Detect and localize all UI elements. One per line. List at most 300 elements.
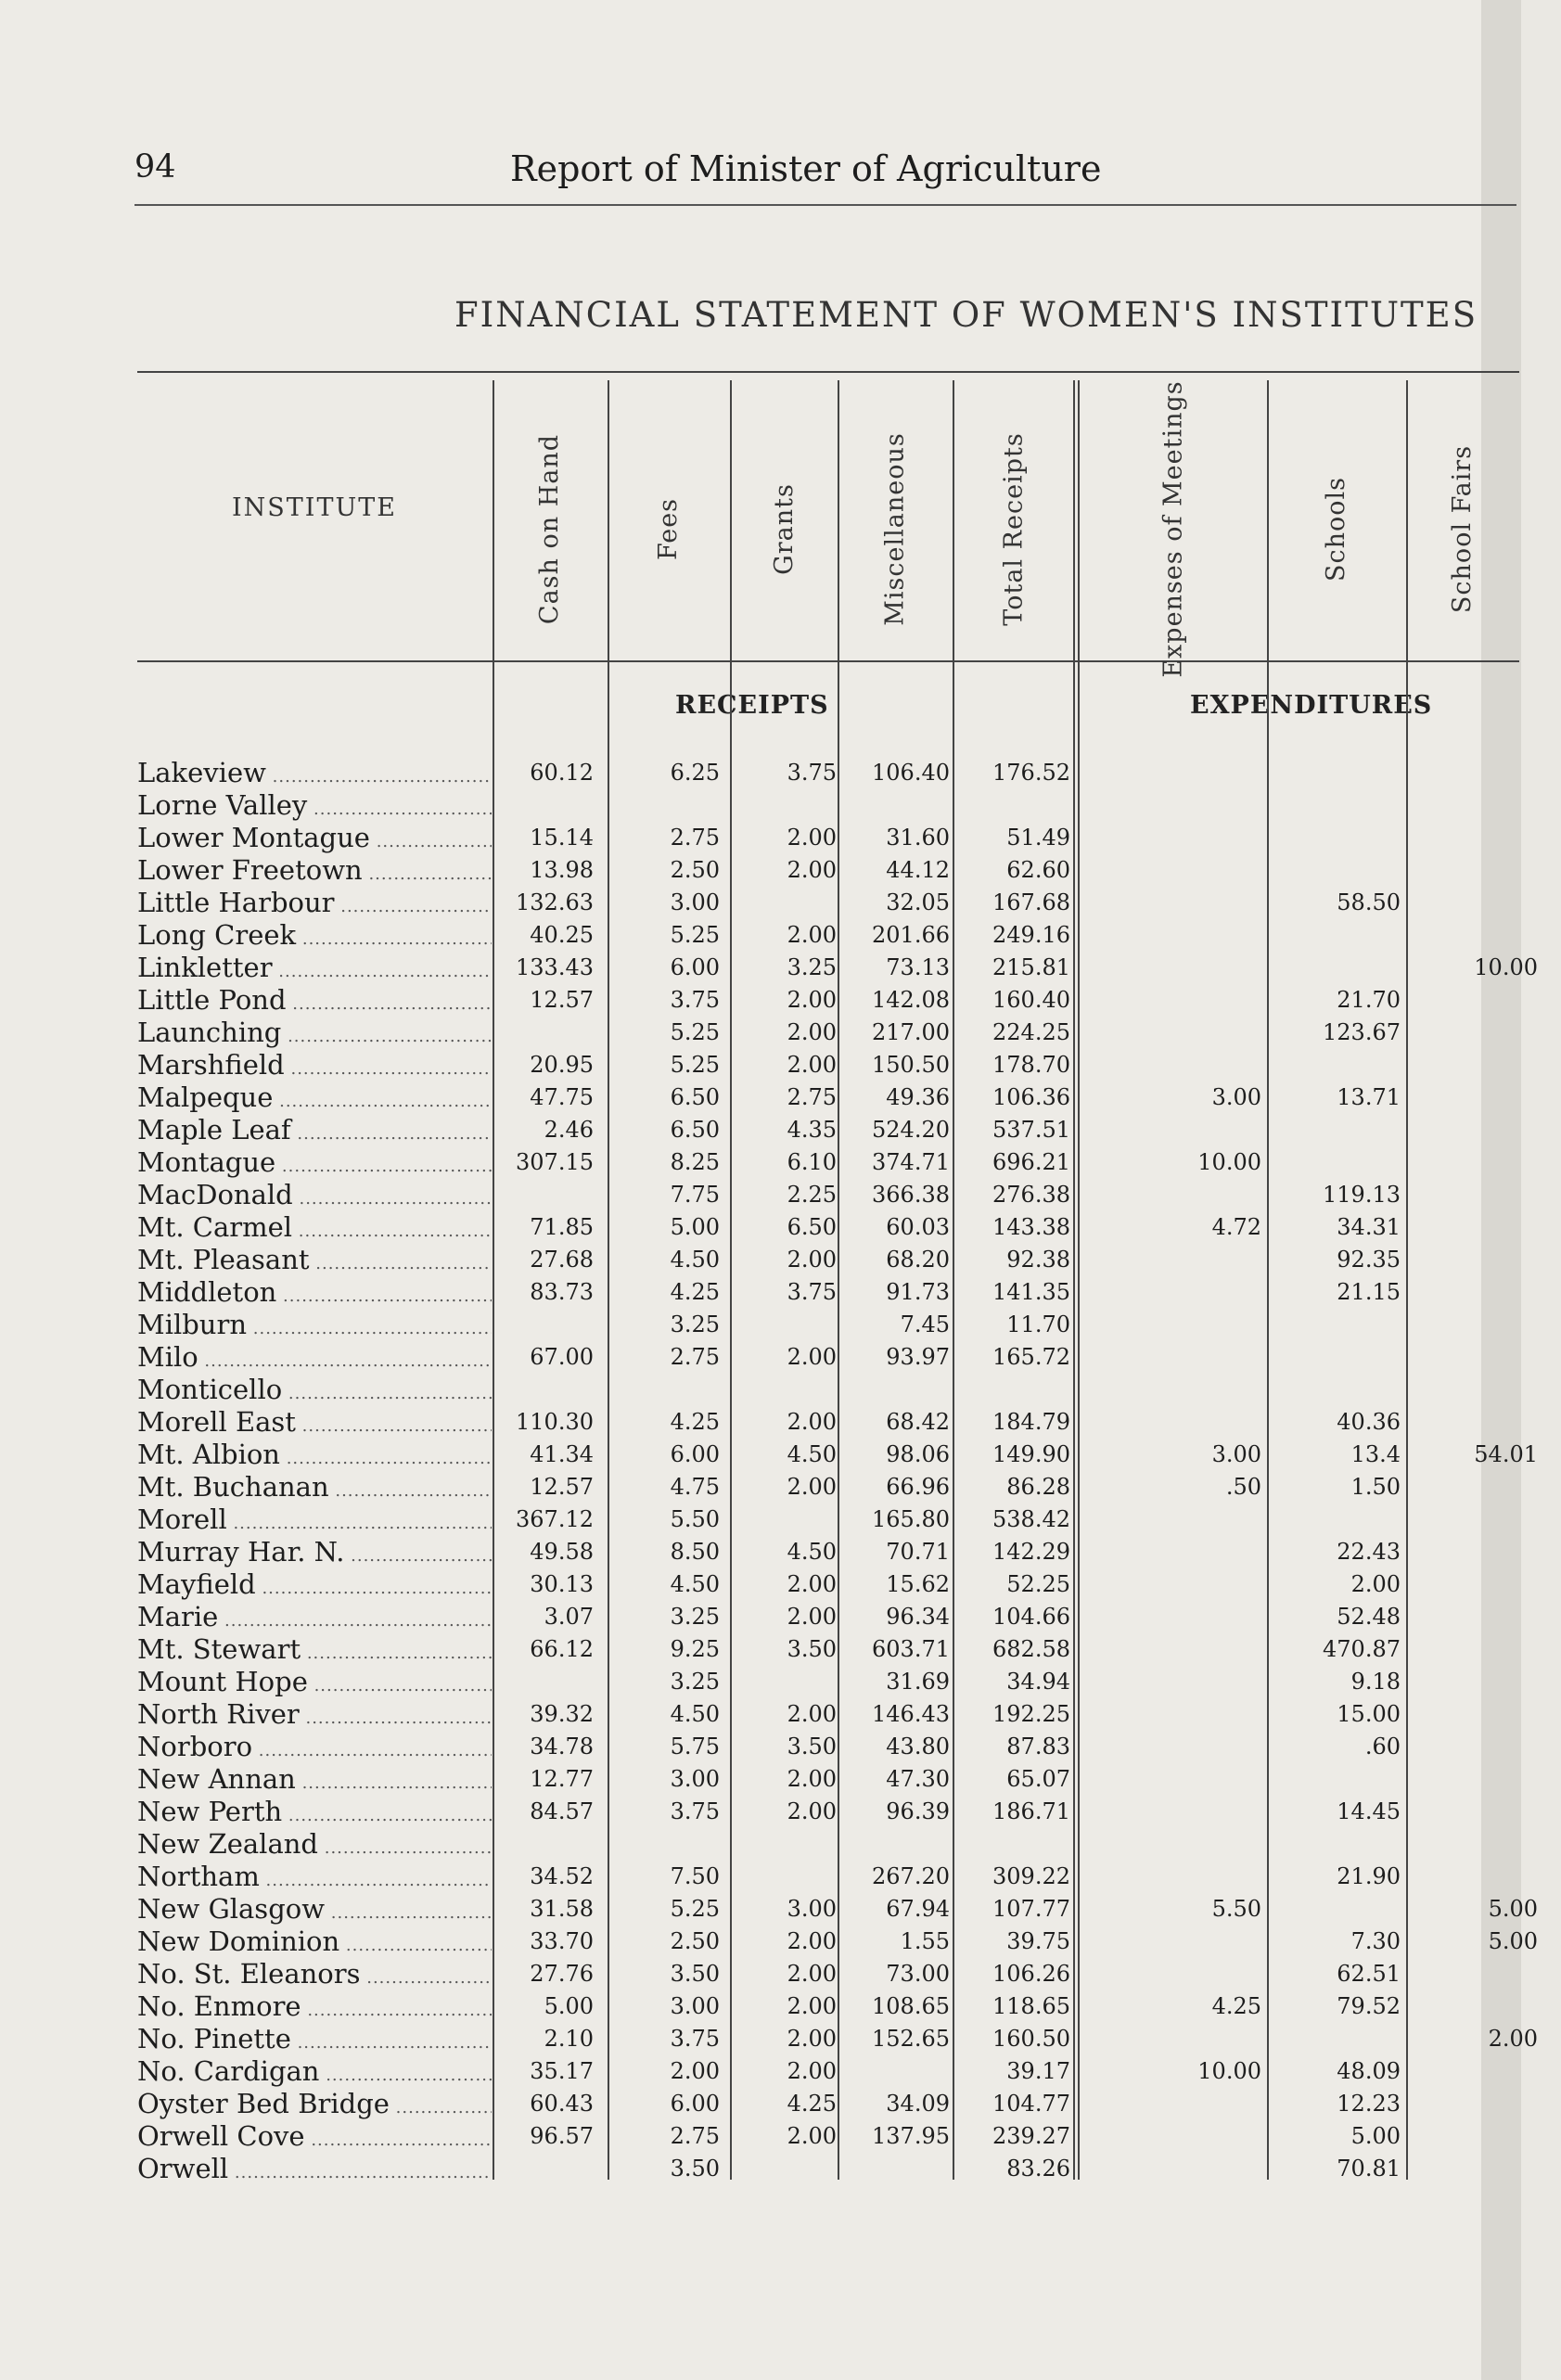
total-cell: 165.72 (992, 1344, 1070, 1370)
grants-cell: 2.00 (787, 1701, 837, 1727)
fees-cell: 3.75 (670, 2026, 720, 2052)
fairs-cell (1410, 1081, 1538, 1114)
exp-cell: 4.25 (1211, 1993, 1261, 2019)
schools-cell: 34.31 (1337, 1214, 1401, 1240)
exp-cell (1085, 1114, 1261, 1146)
institute-name: Montague ..... (137, 1146, 492, 1179)
cash-cell: 12.77 (530, 1766, 594, 1792)
cash-cell: 83.73 (530, 1279, 594, 1305)
misc-cell (840, 789, 950, 822)
cash-cell: 34.52 (530, 1863, 594, 1889)
exp-cell (1085, 887, 1261, 919)
table-row (0, 1179, 1521, 1211)
cash-cell: 20.95 (530, 1052, 594, 1078)
misc-cell: 93.97 (886, 1344, 950, 1370)
grants-cell: 2.00 (787, 1019, 837, 1045)
schools-cell: 14.45 (1337, 1798, 1401, 1824)
misc-cell: 152.65 (872, 2026, 950, 2052)
total-cell: 104.66 (992, 1604, 1070, 1630)
table-top-rule (137, 371, 1519, 373)
misc-cell: 142.08 (872, 987, 950, 1013)
exp-cell (1085, 1276, 1261, 1309)
misc-cell: 91.73 (886, 1279, 950, 1305)
fairs-cell (1410, 1568, 1538, 1601)
fairs-cell (1410, 1309, 1538, 1341)
institute-name: Mt. Albion ..... (137, 1439, 492, 1471)
total-receipts-header: Total Receipts (999, 431, 1029, 626)
exp-cell (1085, 952, 1261, 984)
table-row (0, 1666, 1521, 1698)
table-row (0, 2088, 1521, 2120)
fairs-cell: 54.01 (1474, 1441, 1538, 1467)
fees-cell: 4.50 (670, 1701, 720, 1727)
schools-cell (1271, 919, 1401, 952)
institute-name: Norboro ..... (137, 1731, 492, 1763)
fees-cell: 5.25 (670, 1019, 720, 1045)
institute-name: Lower Montague ..... (137, 822, 492, 854)
grants-cell (733, 789, 837, 822)
fairs-cell (1410, 1698, 1538, 1731)
grants-cell: 2.00 (787, 1409, 837, 1435)
header-rule (134, 204, 1516, 206)
fairs-cell (1410, 1114, 1538, 1146)
fees-cell: 6.00 (670, 1441, 720, 1467)
misc-cell: 15.62 (886, 1571, 950, 1597)
exp-cell (1085, 1763, 1261, 1796)
running-header (134, 148, 1516, 204)
schools-cell: 123.67 (1323, 1019, 1401, 1045)
exp-cell (1085, 822, 1261, 854)
grants-cell: 2.00 (787, 922, 837, 948)
total-cell: 239.27 (992, 2123, 1070, 2149)
schools-cell: 1.50 (1350, 1474, 1401, 1500)
exp-cell (1085, 1341, 1261, 1374)
total-cell: 106.36 (992, 1084, 1070, 1110)
total-cell: 160.50 (992, 2026, 1070, 2052)
fees-cell: 4.50 (670, 1247, 720, 1273)
fairs-cell (1410, 1633, 1538, 1666)
institute-name: Oyster Bed Bridge ..... (137, 2088, 492, 2120)
schools-header: Schools (1322, 476, 1351, 582)
total-cell (955, 1374, 1070, 1406)
misc-cell: 67.94 (886, 1896, 950, 1922)
total-cell: 51.49 (1006, 825, 1070, 851)
grants-cell: 2.00 (787, 1798, 837, 1824)
schools-cell (1271, 822, 1401, 854)
grants-cell: 3.00 (787, 1896, 837, 1922)
misc-cell: 66.96 (886, 1474, 950, 1500)
table-row (0, 1081, 1521, 1114)
institute-name: Lower Freetown ..... (137, 854, 492, 887)
fairs-cell (1410, 1211, 1538, 1244)
cash-cell (492, 789, 594, 822)
grants-cell: 4.50 (787, 1539, 837, 1565)
cash-cell: 15.14 (530, 825, 594, 851)
schools-cell: 52.48 (1337, 1604, 1401, 1630)
total-cell: 184.79 (992, 1409, 1070, 1435)
table-row (0, 1406, 1521, 1439)
total-cell: 11.70 (1006, 1312, 1070, 1337)
cash-cell (492, 1179, 594, 1211)
grants-cell (733, 1503, 837, 1536)
grants-cell: 2.75 (787, 1084, 837, 1110)
total-cell: 276.38 (992, 1182, 1070, 1208)
total-cell: 118.65 (992, 1993, 1070, 2019)
cash-cell: 110.30 (516, 1409, 594, 1435)
grants-cell: 4.50 (787, 1441, 837, 1467)
total-cell: 83.26 (1006, 2156, 1070, 2182)
misc-cell: 96.34 (886, 1604, 950, 1630)
cash-cell: 31.58 (530, 1896, 594, 1922)
schools-cell: 22.43 (1337, 1539, 1401, 1565)
fairs-cell (1410, 1861, 1538, 1893)
exp-cell: 10.00 (1197, 2058, 1261, 2084)
fees-header: Fees (654, 497, 684, 560)
table-row (0, 789, 1521, 822)
misc-cell: 70.71 (886, 1539, 950, 1565)
misc-cell: 68.20 (886, 1247, 950, 1273)
cash-cell: 39.32 (530, 1701, 594, 1727)
fees-cell: 8.25 (670, 1149, 720, 1175)
table-row (0, 1958, 1521, 1990)
schools-cell: 2.00 (1350, 1571, 1401, 1597)
cash-cell (492, 1666, 594, 1698)
exp-cell (1085, 2088, 1261, 2120)
total-cell: 149.90 (992, 1441, 1070, 1467)
fairs-cell (1410, 1276, 1538, 1309)
fairs-cell (1410, 1731, 1538, 1763)
grants-cell (733, 1309, 837, 1341)
exp-cell: 10.00 (1197, 1149, 1261, 1175)
fairs-cell (1410, 1179, 1538, 1211)
fees-cell (612, 1374, 720, 1406)
grants-cell: 4.25 (787, 2091, 837, 2117)
cash-cell: 71.85 (530, 1214, 594, 1240)
table-row (0, 1211, 1521, 1244)
exp-cell: .50 (1225, 1474, 1261, 1500)
cash-cell (492, 1374, 594, 1406)
fees-cell: 5.25 (670, 922, 720, 948)
institute-name: Marshfield ..... (137, 1049, 492, 1081)
total-cell: 52.25 (1006, 1571, 1070, 1597)
schools-cell (1271, 854, 1401, 887)
exp-cell (1085, 1374, 1261, 1406)
misc-cell: 98.06 (886, 1441, 950, 1467)
cash-cell: 27.68 (530, 1247, 594, 1273)
table-title: FINANCIAL STATEMENT OF WOMEN'S INSTITUTES (454, 295, 1478, 335)
grants-cell (733, 1374, 837, 1406)
fees-cell: 6.50 (670, 1084, 720, 1110)
receipts-section-label: RECEIPTS (675, 691, 829, 720)
exp-cell (1085, 1568, 1261, 1601)
grants-cell: 2.00 (787, 857, 837, 883)
table-row (0, 822, 1521, 854)
institute-name: Marie ..... (137, 1601, 492, 1633)
fairs-cell (1410, 1958, 1538, 1990)
table-row (0, 1828, 1521, 1861)
grants-cell: 2.00 (787, 1571, 837, 1597)
table-row (0, 2153, 1521, 2185)
exp-cell (1085, 1633, 1261, 1666)
exp-cell (1085, 854, 1261, 887)
cash-cell: 35.17 (530, 2058, 594, 2084)
total-cell: 86.28 (1006, 1474, 1070, 1500)
cash-cell: 84.57 (530, 1798, 594, 1824)
institute-name: Morell East ..... (137, 1406, 492, 1439)
fairs-cell (1410, 919, 1538, 952)
grants-cell: 2.00 (787, 1052, 837, 1078)
institute-name: Murray Har. N. ..... (137, 1536, 492, 1568)
cash-cell: 40.25 (530, 922, 594, 948)
grants-cell: 3.75 (787, 760, 837, 786)
cash-cell: 41.34 (530, 1441, 594, 1467)
fees-cell: 5.50 (670, 1506, 720, 1532)
table-row (0, 1763, 1521, 1796)
fairs-cell (1410, 1503, 1538, 1536)
misc-cell: 165.80 (872, 1506, 950, 1532)
misc-cell: 73.00 (886, 1961, 950, 1987)
schools-cell: 13.4 (1350, 1441, 1401, 1467)
fairs-cell (1410, 1471, 1538, 1503)
grants-cell: 3.50 (787, 1734, 837, 1759)
cash-cell: 12.57 (530, 1474, 594, 1500)
schools-cell (1271, 1503, 1401, 1536)
fees-cell: 3.25 (670, 1669, 720, 1695)
institute-name: MacDonald ..... (137, 1179, 492, 1211)
table-row (0, 1439, 1538, 1471)
table-row (0, 1017, 1521, 1049)
fairs-cell: 5.00 (1488, 1896, 1538, 1922)
exp-cell: 4.72 (1211, 1214, 1261, 1240)
fees-cell: 3.50 (670, 2156, 720, 2182)
institute-name: Mt. Buchanan ..... (137, 1471, 492, 1503)
cash-cell: 33.70 (530, 1928, 594, 1954)
misc-cell: 34.09 (886, 2091, 950, 2117)
fees-cell: 7.50 (670, 1863, 720, 1889)
institute-name: Mt. Pleasant ..... (137, 1244, 492, 1276)
cash-cell (492, 2153, 594, 2185)
fairs-cell (1410, 984, 1538, 1017)
grants-cell: 6.10 (787, 1149, 837, 1175)
misc-cell: 32.05 (886, 889, 950, 915)
total-cell: 537.51 (992, 1117, 1070, 1143)
fairs-cell (1410, 1244, 1538, 1276)
table-row (0, 1471, 1521, 1503)
schools-cell: 470.87 (1323, 1636, 1401, 1662)
institute-name: No. Cardigan ..... (137, 2055, 492, 2088)
total-cell: 107.77 (992, 1896, 1070, 1922)
table-row (0, 1049, 1521, 1081)
grants-cell: 2.00 (787, 2123, 837, 2149)
fees-cell: 3.75 (670, 1798, 720, 1824)
table-row (0, 1536, 1521, 1568)
total-cell (955, 1828, 1070, 1861)
total-cell: 178.70 (992, 1052, 1070, 1078)
exp-cell (1085, 789, 1261, 822)
fees-cell: 3.25 (670, 1604, 720, 1630)
institute-name: No. Pinette ..... (137, 2023, 492, 2055)
schools-cell: 13.71 (1337, 1084, 1401, 1110)
schools-cell: 12.23 (1337, 2091, 1401, 2117)
total-cell: 249.16 (992, 922, 1070, 948)
fairs-cell (1410, 1601, 1538, 1633)
grants-cell: 2.25 (787, 1182, 837, 1208)
institute-name: Maple Leaf ..... (137, 1114, 492, 1146)
total-cell: 215.81 (992, 954, 1070, 980)
total-cell: 309.22 (992, 1863, 1070, 1889)
fees-cell: 3.00 (670, 1766, 720, 1792)
schools-cell: 9.18 (1350, 1669, 1401, 1695)
cash-cell: 34.78 (530, 1734, 594, 1759)
misc-cell (840, 2055, 950, 2088)
fairs-cell (1410, 1374, 1538, 1406)
table-row (0, 984, 1521, 1017)
fairs-cell (1410, 1406, 1538, 1439)
exp-cell (1085, 1601, 1261, 1633)
misc-cell (840, 1828, 950, 1861)
grants-cell: 2.00 (787, 1961, 837, 1987)
institute-name: No. Enmore ..... (137, 1990, 492, 2023)
expenditures-section-label: EXPENDITURES (1190, 691, 1433, 720)
misc-cell: 31.69 (886, 1669, 950, 1695)
table-row (0, 1341, 1521, 1374)
schools-cell: 70.81 (1337, 2156, 1401, 2182)
exp-cell (1085, 1536, 1261, 1568)
cash-cell: 60.43 (530, 2091, 594, 2117)
total-cell: 62.60 (1006, 857, 1070, 883)
fairs-cell (1410, 2088, 1538, 2120)
grants-cell: 2.00 (787, 825, 837, 851)
fees-cell: 6.00 (670, 2091, 720, 2117)
grants-cell: 2.00 (787, 1344, 837, 1370)
schools-cell (1271, 1049, 1401, 1081)
running-title: Report of Minister of Agriculture (510, 148, 1102, 189)
exp-cell (1085, 1017, 1261, 1049)
cash-cell: 49.58 (530, 1539, 594, 1565)
misc-cell: 524.20 (872, 1117, 950, 1143)
misc-cell (840, 1374, 950, 1406)
fees-cell: 5.00 (670, 1214, 720, 1240)
fairs-cell: 10.00 (1474, 954, 1538, 980)
fees-cell: 3.75 (670, 987, 720, 1013)
fairs-cell (1410, 822, 1538, 854)
cash-cell: 2.46 (544, 1117, 594, 1143)
table-row (0, 1503, 1521, 1536)
fairs-cell (1410, 1146, 1538, 1179)
fees-cell: 6.50 (670, 1117, 720, 1143)
exp-cell (1085, 1796, 1261, 1828)
fees-cell: 6.25 (670, 760, 720, 786)
total-cell: 160.40 (992, 987, 1070, 1013)
fairs-cell: 2.00 (1488, 2026, 1538, 2052)
table-row (0, 1568, 1521, 1601)
cash-cell: 60.12 (530, 760, 594, 786)
schools-cell: 48.09 (1337, 2058, 1401, 2084)
cash-cell: 133.43 (516, 954, 594, 980)
schools-cell (1271, 1374, 1401, 1406)
institute-name: New Dominion ..... (137, 1926, 492, 1958)
exp-cell (1085, 1406, 1261, 1439)
institute-name: Orwell Cove ..... (137, 2120, 492, 2153)
table-row (0, 1244, 1521, 1276)
schools-cell (1271, 1763, 1401, 1796)
misc-cell: 47.30 (886, 1766, 950, 1792)
misc-cell: 106.40 (872, 760, 950, 786)
fairs-cell (1410, 854, 1538, 887)
institute-name: Monticello ..... (137, 1374, 492, 1406)
institute-name: Launching ..... (137, 1017, 492, 1049)
institute-name: Linkletter ..... (137, 952, 492, 984)
fees-cell: 2.00 (670, 2058, 720, 2084)
total-cell: 143.38 (992, 1214, 1070, 1240)
fairs-cell: 5.00 (1488, 1928, 1538, 1954)
fees-cell: 8.50 (670, 1539, 720, 1565)
exp-cell (1085, 1049, 1261, 1081)
fees-cell: 7.75 (670, 1182, 720, 1208)
total-cell: 34.94 (1006, 1669, 1070, 1695)
fairs-cell (1410, 1341, 1538, 1374)
fees-cell: 4.75 (670, 1474, 720, 1500)
cash-cell: 30.13 (530, 1571, 594, 1597)
total-cell: 65.07 (1006, 1766, 1070, 1792)
institute-name: Mayfield ..... (137, 1568, 492, 1601)
fees-cell: 2.50 (670, 1928, 720, 1954)
grants-cell: 2.00 (787, 2026, 837, 2052)
total-cell: 92.38 (1006, 1247, 1070, 1273)
schools-cell: 58.50 (1337, 889, 1401, 915)
schools-cell: 21.15 (1337, 1279, 1401, 1305)
schools-cell: 119.13 (1323, 1182, 1401, 1208)
exp-cell (1085, 2153, 1261, 2185)
table-row (0, 1861, 1521, 1893)
institute-name: Mt. Stewart ..... (137, 1633, 492, 1666)
cash-cell: 2.10 (544, 2026, 594, 2052)
exp-cell (1085, 757, 1261, 789)
misc-cell: 31.60 (886, 825, 950, 851)
grants-cell (733, 1861, 837, 1893)
fees-cell: 5.25 (670, 1896, 720, 1922)
fairs-cell (1410, 1017, 1538, 1049)
table-row (0, 1114, 1521, 1146)
total-cell: 192.25 (992, 1701, 1070, 1727)
institute-name: Northam ..... (137, 1861, 492, 1893)
exp-cell: 5.50 (1211, 1896, 1261, 1922)
fairs-cell (1410, 2055, 1538, 2088)
exp-cell (1085, 2023, 1261, 2055)
table-row (0, 1926, 1538, 1958)
cash-cell: 367.12 (516, 1506, 594, 1532)
table-row (0, 1893, 1538, 1926)
fairs-cell (1410, 887, 1538, 919)
fees-cell: 3.50 (670, 1961, 720, 1987)
total-cell: 87.83 (1006, 1734, 1070, 1759)
fairs-cell (1410, 1763, 1538, 1796)
fees-cell: 4.25 (670, 1279, 720, 1305)
total-cell: 142.29 (992, 1539, 1070, 1565)
exp-cell (1085, 1244, 1261, 1276)
exp-cell (1085, 919, 1261, 952)
table-row (0, 2055, 1521, 2088)
grants-header: Grants (769, 482, 799, 575)
grants-cell: 6.50 (787, 1214, 837, 1240)
institute-name: Milburn ..... (137, 1309, 492, 1341)
schools-cell (1271, 2023, 1401, 2055)
grants-cell: 2.00 (787, 1766, 837, 1792)
total-cell: 106.26 (992, 1961, 1070, 1987)
misc-cell: 73.13 (886, 954, 950, 980)
misc-cell: 267.20 (872, 1863, 950, 1889)
institute-name: Lorne Valley ..... (137, 789, 492, 822)
